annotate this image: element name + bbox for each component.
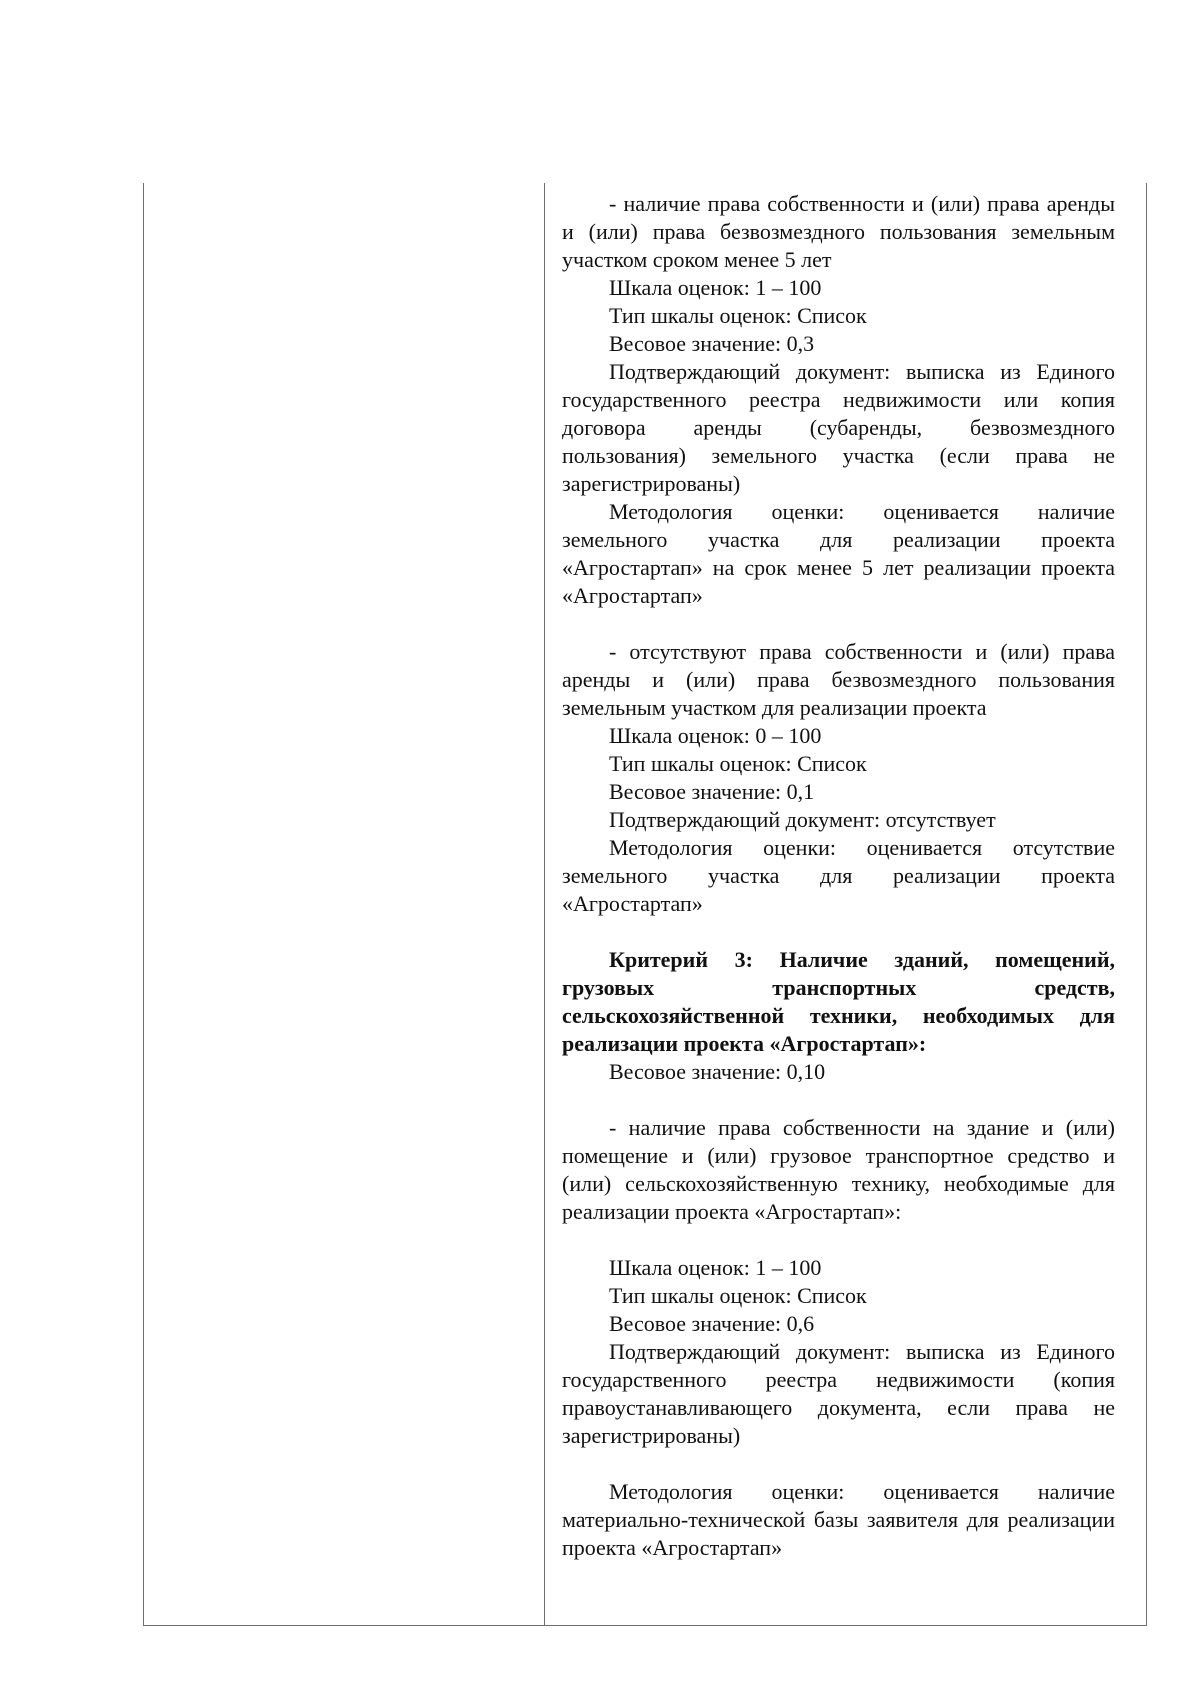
column-divider [544, 183, 545, 1626]
buildings-ownership-lead: - наличие права собственности на здание и (или) помещение и (или) грузовое транспортное средство и (или) сельскохозяйственную технику, необходимые для реализации проекта «Агростартап»: [562, 1115, 1115, 1224]
weight-text: Весовое значение: 0,3 [609, 331, 815, 356]
criterion-3-heading: Критерий 3: Наличие зданий, помещений, грузовых транспортных средств, сельскохозяйственной техники, необходимых для реализации проекта «Агростартап»: [562, 947, 1115, 1056]
no-land-rights-lead: - отсутствуют права собственности и (или) права аренды и (или) права безвозмездного пользования земельным участком для реализации проекта [562, 639, 1115, 720]
spacer [562, 610, 1115, 638]
methodology-text: Методология оценки: оценивается отсутствие земельного участка для реализации проекта «Агростартап» [562, 835, 1115, 916]
supporting-document-text: Подтверждающий документ: отсутствует [609, 807, 996, 832]
supporting-document-text: Подтверждающий документ: выписка из Единого государственного реестра недвижимости или копия договора аренды (субаренды, безвозмездного пользования) земельного участка (если права не зарегистрированы) [562, 359, 1115, 496]
weight-text: Весовое значение: 0,1 [609, 779, 815, 804]
scale-text: Шкала оценок: 0 – 100 [609, 723, 822, 748]
supporting-document-text: Подтверждающий документ: выписка из Единого государственного реестра недвижимости (копия правоустанавливающего документа, если права не зарегистрированы) [562, 1339, 1115, 1448]
methodology-text: Методология оценки: оценивается наличие земельного участка для реализации проекта «Агростартап» на срок менее 5 лет реализации проекта «Агростартап» [562, 499, 1115, 608]
criterion-3-weight: Весовое значение: 0,10 [609, 1059, 826, 1084]
scale-text: Шкала оценок: 1 – 100 [609, 275, 822, 300]
spacer [562, 918, 1115, 946]
scale-type-text: Тип шкалы оценок: Список [609, 751, 867, 776]
scale-text: Шкала оценок: 1 – 100 [609, 1255, 822, 1280]
land-lease-lead: - наличие права собственности и (или) права аренды и (или) права безвозмездного пользования земельным участком сроком менее 5 лет [562, 191, 1115, 272]
scale-type-text: Тип шкалы оценок: Список [609, 1283, 867, 1308]
spacer [562, 1226, 1115, 1254]
scale-type-text: Тип шкалы оценок: Список [609, 303, 867, 328]
spacer [562, 1086, 1115, 1114]
weight-text: Весовое значение: 0,6 [609, 1311, 815, 1336]
methodology-text: Методология оценки: оценивается наличие материально-технической базы заявителя для реализации проекта «Агростартап» [562, 1479, 1115, 1560]
right-cell [562, 190, 1115, 1562]
spacer [562, 1450, 1115, 1478]
